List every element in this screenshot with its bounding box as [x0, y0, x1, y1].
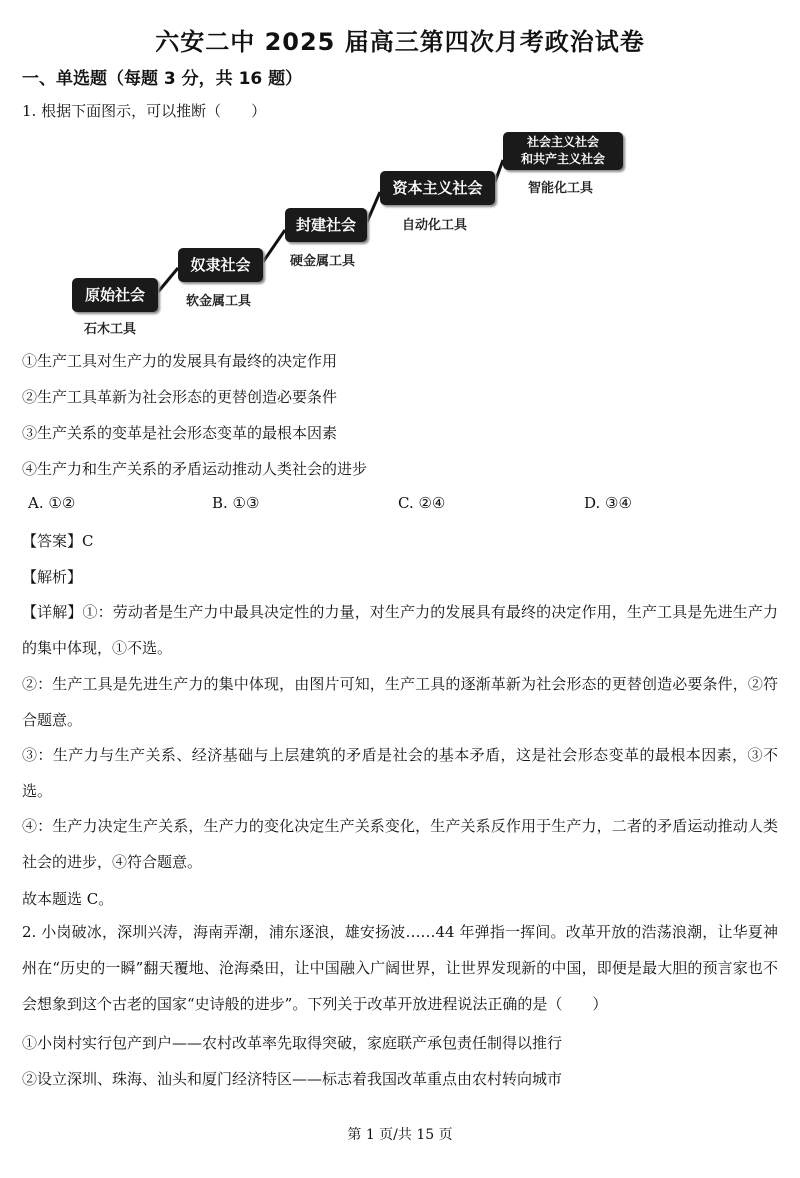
q2-stem: 2. 小岗破冰，深圳兴涛，海南弄潮，浦东逐浪，雄安扬波……44 年弹指一挥间。改革开放的浩荡浪潮，让华夏神州在“历史的一瞬”翻天覆地、沧海桑田，让中国融入广阔世界，让世界发现新的中国，即便是最大胆的预言家也不会想象到这个古老的国家“史诗般的进步”。下列关于改革开放进程说法正确的是（ ）	[22, 923, 778, 1013]
stage-socialist-line-2: 和共产主义社会	[520, 152, 605, 166]
q1-detail-4: ④：生产力决定生产关系，生产力的变化决定生产关系变化，生产关系反作用于生产力，二者的矛盾运动推动人类社会的进步，④符合题意。	[22, 817, 778, 871]
tool-intelligent: 智能化工具	[528, 181, 594, 196]
q1-statement-3: ③生产关系的变革是社会形态变革的最根本因素	[22, 424, 338, 442]
tool-soft-metal: 软金属工具	[186, 294, 252, 309]
connector-line	[495, 160, 503, 182]
q1-statement-1: ①生产工具对生产力的发展具有最终的决定作用	[22, 352, 338, 370]
q1-detail-3: ③：生产力与生产关系、经济基础与上层建筑的矛盾是社会的基本矛盾，这是社会形态变革的最根本因素，③不选。	[22, 746, 778, 800]
stage-feudal: 封建社会	[285, 208, 367, 242]
tool-stone-wood: 石木工具	[84, 322, 137, 337]
stage-capitalist: 资本主义社会	[380, 171, 495, 205]
q1-option-a: A. ①②	[28, 494, 76, 512]
stage-primitive: 原始社会	[72, 278, 158, 312]
q1-option-c: C. ②④	[398, 494, 446, 512]
q1-option-b: B. ①③	[212, 494, 260, 512]
tool-hard-metal: 硬金属工具	[290, 254, 356, 269]
connector-line	[158, 268, 178, 292]
q2-statement-2: ②设立深圳、珠海、汕头和厦门经济特区——标志着我国改革重点由农村转向城市	[22, 1070, 563, 1088]
q2-statement-1: ①小岗村实行包产到户——农村改革率先取得突破，家庭联产承包责任制得以推行	[22, 1034, 563, 1052]
connector-line	[367, 192, 380, 222]
q1-statement-4: ④生产力和生产关系的矛盾运动推动人类社会的进步	[22, 460, 368, 478]
q1-answer: 【答案】C	[22, 532, 94, 550]
tool-automation: 自动化工具	[402, 218, 468, 233]
connector-line	[263, 230, 285, 262]
stage-socialist-line-1: 社会主义社会	[526, 135, 599, 149]
stage-slave: 奴隶社会	[178, 248, 263, 282]
q1-statement-2: ②生产工具革新为社会形态的更替创造必要条件	[22, 388, 338, 406]
q1-detail-1: 【详解】①：劳动者是生产力中最具决定性的力量，对生产力的发展具有最终的决定作用，生产工具是先进生产力的集中体现，①不选。	[22, 603, 778, 657]
stage-socialist	[503, 132, 623, 170]
section-heading: 一、单选题（每题 3 分，共 16 题）	[22, 69, 303, 89]
page-title: 六安二中 2025 届高三第四次月考政治试卷	[155, 28, 645, 56]
q1-conclusion: 故本题选 C。	[22, 890, 114, 908]
q1-option-d: D. ③④	[584, 494, 632, 512]
page-footer: 第 1 页/共 15 页	[347, 1127, 453, 1143]
q1-stem: 1. 根据下面图示，可以推断（ ）	[22, 102, 267, 120]
q1-detail-2: ②：生产工具是先进生产力的集中体现，由图片可知，生产工具的逐渐革新为社会形态的更替创造必要条件，②符合题意。	[22, 675, 778, 729]
q1-analysis-label: 【解析】	[22, 568, 83, 586]
